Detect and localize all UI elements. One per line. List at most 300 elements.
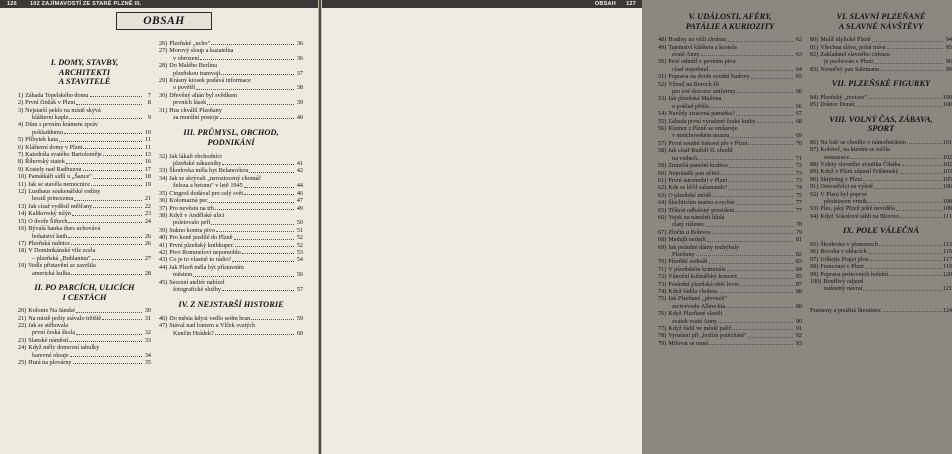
entry-title-continued: barevné okraje: [32, 351, 69, 359]
dot-leader: [720, 174, 793, 175]
dot-leader: [244, 187, 294, 188]
toc-entry: [159, 322, 303, 329]
dot-leader: [70, 356, 142, 357]
entry-number: 98): [810, 263, 819, 271]
entry-page: 96: [945, 58, 952, 66]
entry-number: 62): [658, 184, 667, 192]
toc-entry-continuation: [658, 66, 802, 73]
entry-page: 26: [144, 239, 151, 247]
dot-leader: [211, 224, 294, 225]
entry-page: 34: [144, 351, 151, 359]
dot-leader: [76, 104, 142, 105]
entry-title: Všechna sláva, polní tráva: [820, 43, 886, 51]
entry-title-continued: pro své dozorce uniformy: [672, 88, 736, 96]
entry-page: 38: [296, 84, 303, 92]
entry-page: 70: [795, 139, 802, 147]
dot-leader: [696, 255, 793, 256]
entry-number: 99): [810, 270, 819, 278]
entry-title: Lusthaus soukenářské rodiny: [28, 188, 101, 196]
entry-page: 46: [296, 189, 303, 197]
entry-title-continued: v obrození: [173, 54, 200, 62]
entry-number: 61): [658, 176, 667, 184]
entry-page: 73: [795, 169, 802, 177]
toc-entry: [810, 176, 952, 183]
dot-leader: [729, 167, 793, 168]
entry-page: 9: [147, 114, 151, 121]
entry-title-continued: arcivévodu Albrechta: [672, 302, 726, 310]
entry-title: Vzlety slavného aviatika Čiháka: [820, 161, 901, 169]
toc-entry: [18, 144, 151, 151]
dot-leader: [209, 202, 294, 203]
toc-entry: [18, 315, 151, 322]
entry-number: 83): [810, 65, 819, 73]
entry-number: 76): [658, 310, 667, 318]
toc-entry: [658, 147, 802, 154]
entry-title: Hurá na plovárny: [28, 358, 72, 366]
entry-number: 27): [159, 47, 168, 55]
toc-entry: [159, 175, 303, 182]
toc-entry: [18, 121, 151, 128]
entry-number: 85): [810, 101, 819, 109]
entry-title: Jak Plzeň měla být přístavním: [169, 263, 244, 271]
entry-page: 50: [296, 219, 303, 227]
entry-title: První plzeňský knihkupec: [169, 241, 234, 249]
entry-title-continued: o poklad přišla: [672, 102, 709, 110]
dot-leader: [220, 118, 294, 119]
dot-leader: [748, 337, 793, 338]
entry-title: Bouřlivý odjezd: [823, 277, 864, 285]
dot-leader: [868, 98, 942, 99]
entry-page: 77: [795, 206, 802, 214]
toc-entry: [18, 225, 151, 232]
dot-leader: [709, 263, 793, 264]
entry-number: 4): [18, 121, 24, 129]
toc-entry: [658, 125, 802, 132]
entry-number: 92): [810, 190, 819, 198]
entry-page: 67: [795, 110, 802, 118]
dot-leader: [222, 164, 294, 165]
entry-title-continued: americká kulka: [32, 269, 70, 277]
entry-page: 41: [296, 160, 303, 168]
toc-entry: [159, 47, 303, 54]
entry-number: 65): [658, 206, 667, 214]
entry-title: Když měly domovní tabulky: [28, 344, 100, 352]
entry-number: 44): [159, 263, 168, 271]
dot-leader: [92, 259, 142, 260]
dot-leader: [242, 253, 294, 254]
entry-number: 28): [159, 62, 168, 70]
entry-title-continued: fotografické služby: [173, 285, 221, 293]
toc-entry: [810, 94, 952, 101]
dot-leader: [889, 275, 942, 276]
entry-page: 73: [795, 176, 802, 184]
toc-entry: [810, 139, 952, 146]
entry-number: 53): [658, 95, 667, 103]
entry-title: V Dominikánské vile zcela: [28, 247, 96, 255]
dot-leader: [234, 239, 295, 240]
entry-number: 50): [658, 58, 667, 66]
entry-page: 69: [795, 132, 802, 140]
entry-number: 55): [658, 117, 667, 125]
entry-page: 113: [942, 240, 952, 248]
toc-entry-continuation: [159, 99, 303, 106]
entry-page: 102: [942, 161, 952, 169]
dot-leader: [69, 118, 142, 119]
sources-entry: [810, 307, 952, 314]
entry-title-continued: svaté Anny: [672, 51, 700, 58]
section-heading: [18, 283, 151, 302]
toc-entry-continuation: [658, 318, 802, 325]
entry-title: Když řádil ve městě palič: [668, 325, 732, 333]
dot-leader: [69, 341, 142, 342]
section-heading-line: VII. PLZEŇSKÉ FIGURKY: [831, 79, 931, 89]
entry-page: 53: [296, 248, 303, 256]
entry-page: 21: [144, 195, 151, 203]
toc-entry: [658, 81, 802, 88]
entry-title: První činžák v Plzni: [25, 99, 76, 107]
entry-number: 14): [18, 210, 27, 218]
section-heading-line: SPORT: [867, 124, 895, 134]
toc-entry: [658, 95, 802, 102]
entry-title: Plzeňské „ucho": [169, 40, 211, 47]
dot-leader: [71, 244, 142, 245]
entry-page: 92: [795, 332, 802, 340]
entry-page: 71: [795, 154, 802, 162]
dot-leader: [64, 133, 142, 134]
toc-entry: [18, 188, 151, 195]
entry-number: 97): [810, 255, 819, 263]
entry-page: 100: [942, 93, 952, 101]
section-heading: [810, 12, 952, 31]
entry-number: 100): [810, 277, 822, 285]
entry-page: 78: [795, 221, 802, 229]
section-heading-line: PATÁLIE A KURIOZITY: [685, 21, 775, 31]
entry-page: 30: [144, 307, 151, 315]
toc-entry-continuation: [159, 70, 303, 77]
toc-entry: [159, 92, 303, 99]
entry-title: Nejstarší peklo na místě skývá: [25, 106, 101, 114]
entry-title: Škodovka v plamenech: [820, 240, 878, 248]
entry-page: 117: [942, 255, 952, 263]
toc-entry: [810, 256, 952, 263]
section-heading-line: IX. POLE VÁLEČNÁ: [842, 226, 920, 236]
entry-number: 59): [658, 162, 667, 170]
dot-leader: [698, 159, 793, 160]
right-page: [321, 0, 952, 454]
toc-entry: [658, 162, 802, 169]
entry-page: 52: [296, 234, 303, 242]
entry-number: 47): [159, 322, 168, 330]
toc-entry: [658, 140, 802, 147]
entry-page: 57: [296, 285, 303, 293]
entry-title: Tříkrát odhalený prezident: [668, 206, 735, 214]
entry-number: 77): [658, 325, 667, 333]
toc-entry-continuation: [18, 352, 151, 359]
entry-page: 105: [942, 175, 952, 183]
entry-number: 21): [18, 314, 27, 322]
entry-number: 60): [658, 169, 667, 177]
book-title: 102 ZAJÍMAVOSTÍ ZE STARÉ PLZNĚ III.: [30, 1, 142, 7]
entry-title: Záhada Tepelského domu: [25, 91, 89, 99]
toc-entry: [159, 212, 303, 219]
entry-title: Zločin u Bolevce: [668, 228, 711, 236]
entry-page: 101: [942, 138, 952, 146]
entry-title: Do města kdysi vedlo sedm bran: [169, 314, 251, 322]
dot-leader: [207, 104, 294, 105]
entry-title: Klášterní domy v Plzni: [25, 143, 83, 151]
entry-title: Kolonie Na Jánské: [28, 307, 75, 315]
entry-number: 3): [18, 106, 24, 114]
entry-page: 120: [942, 270, 952, 278]
entry-title-continued: prvních lásek: [173, 99, 207, 107]
toc-entry: [810, 36, 952, 43]
toc-title: OBSAH: [116, 12, 212, 30]
entry-number: 54): [658, 110, 667, 118]
entry-page: 83: [795, 258, 802, 266]
toc-entry: [810, 168, 952, 175]
section-heading: [810, 79, 952, 89]
entry-title: Dřevěný altán byl svědkem: [169, 91, 238, 99]
toc-entry: [810, 183, 952, 190]
entry-title: Příbytek kata: [25, 136, 58, 144]
toc-entry: [18, 344, 151, 351]
entry-title: Revolta v oblacích: [820, 248, 867, 256]
entry-page: 26: [144, 232, 151, 240]
toc-entry: [810, 213, 952, 220]
entry-page: 66: [795, 102, 802, 110]
toc-entry: [810, 263, 952, 270]
entry-number: 38): [159, 211, 168, 219]
entry-number: 29): [159, 77, 168, 85]
dot-leader: [902, 165, 942, 166]
toc-entry: [658, 170, 802, 177]
entry-number: 73): [658, 280, 667, 288]
dot-leader: [83, 148, 142, 149]
entry-title-continued: Plzeňany: [672, 250, 695, 258]
entry-title: Na místě pošty stávalo tržiště: [28, 314, 102, 322]
dot-leader: [90, 96, 142, 97]
entry-page: 59: [296, 314, 303, 322]
section-heading: [159, 300, 303, 310]
entry-number: 41): [159, 241, 168, 249]
entry-title-continued: svátek svaté Anny: [672, 317, 718, 325]
dot-leader: [710, 107, 793, 108]
dot-leader: [732, 329, 793, 330]
entry-title: Ostrostřelci na výletě: [820, 183, 874, 191]
entry-title: Pro koně jezdilé do Plzně: [169, 234, 233, 242]
dot-leader: [215, 334, 294, 335]
entry-page: 103: [942, 168, 952, 176]
entry-page: 100: [942, 101, 952, 109]
toc-entry: [810, 241, 952, 248]
entry-number: 37): [159, 204, 168, 212]
section-heading-line: ARCHITEKTI: [58, 67, 111, 77]
section-heading-line: V. UDÁLOSTI, AFÉRY,: [688, 12, 772, 21]
entry-title: Pivo Rommelovi nepomohlo: [169, 248, 241, 256]
entry-number: 91): [810, 183, 819, 191]
toc-entry: [159, 167, 303, 174]
entry-title: Morový sloup a kazatelna: [169, 47, 234, 55]
entry-number: 22): [18, 321, 27, 329]
dot-leader: [728, 181, 793, 182]
entry-title: Cingroš dodával pro celý svět: [169, 189, 244, 197]
entry-title: Katedrála svatého Bartoloměje: [25, 151, 102, 159]
dot-leader: [73, 363, 142, 364]
entry-title: Skijöring v Plzni: [820, 175, 863, 183]
entry-page: 7: [147, 91, 151, 99]
dot-leader: [103, 155, 142, 156]
entry-page: 28: [144, 269, 151, 277]
entry-number: 8): [18, 158, 24, 166]
dot-leader: [251, 319, 294, 320]
dot-leader: [870, 260, 942, 261]
toc-entry-continuation: [18, 329, 151, 336]
entry-number: 7): [18, 151, 24, 159]
entry-page: 93: [795, 339, 802, 347]
toc-entry: [658, 273, 802, 280]
toc-entry: [810, 66, 952, 73]
entry-title-continued: Kunčin Hrádek?: [173, 329, 214, 337]
entry-page: 79: [795, 228, 802, 236]
dot-leader: [249, 172, 294, 173]
entry-number: 66): [658, 213, 667, 221]
dot-leader: [215, 209, 294, 210]
toc-column-2: [159, 40, 303, 337]
entry-page: 52: [296, 241, 303, 249]
entry-number: 88): [810, 161, 819, 169]
toc-column-1: [18, 40, 151, 366]
entry-number: 42): [159, 248, 168, 256]
toc-entry: [658, 244, 802, 251]
entry-title: Když v Andělské ulici: [169, 211, 225, 219]
dot-leader: [736, 204, 793, 205]
dot-leader: [221, 74, 294, 75]
entry-number: 13): [18, 202, 27, 210]
toc-entry: [658, 236, 802, 243]
entry-title: Poprava poštovních holubů: [820, 270, 888, 278]
dot-leader: [76, 312, 142, 313]
entry-title: Poprava na dvoře soudní budovy: [668, 73, 750, 81]
running-head-left: [0, 0, 318, 8]
dot-leader: [728, 189, 793, 190]
entry-number: 86): [810, 138, 819, 146]
entry-page: 63: [795, 51, 802, 58]
entry-number: 45): [159, 278, 168, 286]
dot-leader: [712, 233, 793, 234]
toc-column-3: [658, 8, 802, 347]
toc-entry: [159, 234, 303, 241]
toc-entry: [159, 227, 303, 234]
entry-title: Jak Plzeňané „převezli": [668, 295, 728, 303]
entry-number: 78): [658, 332, 667, 340]
entry-title: Kde se léčil salamandr?: [668, 184, 728, 192]
entry-number: 2): [18, 99, 24, 107]
entry-title: Ples, jaký Plzeň ještě neviděla: [820, 205, 895, 213]
entry-title: Jak císař vyděsil měšťany: [28, 202, 93, 210]
entry-title: Památkáři sídlí u „Šance": [28, 173, 92, 181]
entry-number: 87): [810, 146, 819, 154]
toc-entry-continuation: [810, 198, 952, 205]
toc-entry: [658, 58, 802, 65]
toc-entry-continuation: [658, 132, 802, 139]
dot-leader: [72, 215, 142, 216]
toc-entry: [159, 249, 303, 256]
entry-page: 116: [942, 248, 952, 256]
toc-entry: [18, 158, 151, 165]
section-heading: [159, 128, 303, 147]
entry-page: 87: [795, 280, 802, 288]
dot-leader: [738, 278, 793, 279]
section-heading: [810, 115, 952, 134]
entry-title: Proč odmítl v pevném pivu: [668, 58, 736, 66]
entry-number: 63): [658, 191, 667, 199]
entry-number: 96): [810, 248, 819, 256]
dot-leader: [740, 285, 793, 286]
dot-leader: [900, 217, 942, 218]
entry-number: 56): [658, 125, 667, 133]
entry-number: 52): [658, 80, 667, 88]
dot-leader: [706, 226, 793, 227]
entry-title: Jak plzeňská Madona: [668, 95, 722, 103]
entry-title-continued: v mnichovském muzeu: [672, 132, 730, 140]
toc-entry-continuation: [658, 155, 802, 162]
toc-entry: [658, 36, 802, 43]
entry-page: 54: [296, 256, 303, 264]
entry-page: 22: [144, 202, 151, 210]
entry-page: 40: [296, 114, 303, 122]
entry-title-continued: hostil princezmu: [32, 195, 74, 203]
entry-number: 70): [658, 258, 667, 266]
toc-entry-continuation: [18, 195, 151, 202]
entry-title: Kolotoč, na kterém se točila: [820, 146, 890, 154]
toc-entry: [159, 315, 303, 322]
left-page: [0, 0, 319, 454]
dot-leader: [232, 261, 294, 262]
entry-number: 36): [159, 197, 168, 205]
toc-entry-continuation: [18, 114, 151, 121]
dot-leader: [874, 63, 943, 64]
toc-entry: [810, 191, 952, 198]
entry-page: 111: [943, 212, 952, 220]
entry-title: Škodovka měla byt Belanovkou: [169, 167, 249, 175]
entry-title: Medajli nedajli: [668, 236, 706, 244]
entry-page: 102: [942, 153, 952, 161]
entry-number: 82): [810, 51, 819, 58]
dot-leader: [855, 106, 941, 107]
dot-leader: [718, 292, 793, 293]
entry-number: 30): [159, 91, 168, 99]
entry-number: 31): [159, 106, 168, 114]
entry-page: 66: [795, 88, 802, 96]
entry-title: Secesní ateliér nabízel: [169, 278, 225, 286]
entry-title: Když Plzeňané slavili: [668, 310, 723, 318]
entry-title: Neruďný pan Salzmann: [820, 65, 880, 73]
section-heading-line: PODNIKÁNÍ: [207, 138, 255, 148]
entry-title: Utíkejte Prajzi jdou: [820, 255, 869, 263]
toc-entry-continuation: [18, 255, 151, 262]
section-heading: [658, 12, 802, 31]
toc-entry-continuation: [658, 221, 802, 228]
toc-entry: [658, 229, 802, 236]
entry-title-continued: radostný návrat: [824, 285, 863, 293]
dot-leader: [91, 185, 142, 186]
entry-number: 89): [810, 168, 819, 176]
entry-page: 32: [144, 329, 151, 337]
entry-title: Plzeňská radnice: [28, 239, 70, 247]
toc-entry: [658, 177, 802, 184]
entry-number: 49): [658, 43, 667, 51]
entry-number: 39): [159, 226, 168, 234]
